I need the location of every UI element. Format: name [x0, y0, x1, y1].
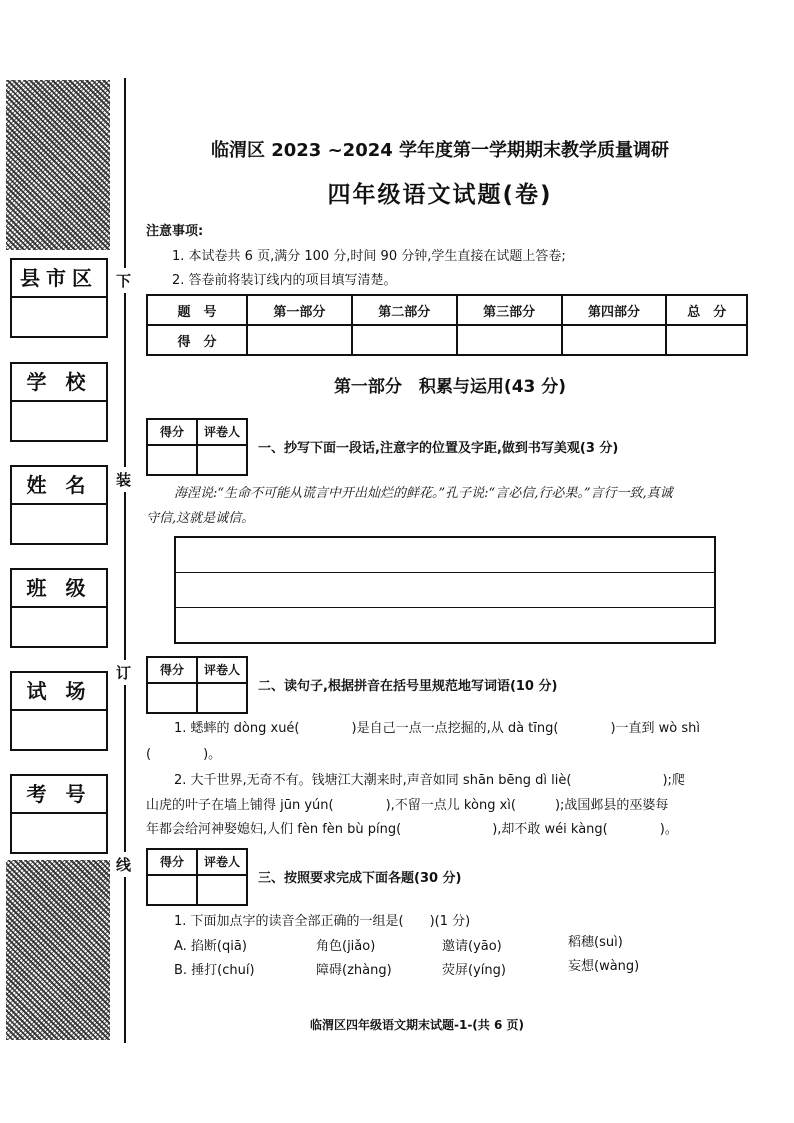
score-header-total: 总 分: [666, 295, 747, 325]
q1-text-line1: 海涅说:“生命不可能从谎言中开出灿烂的鲜花。”孔子说:“言必信,行必果。”言行一致,真诚: [174, 486, 673, 501]
notice-label: 注意事项:: [146, 224, 204, 239]
q3-optB-4: 妄想(wàng): [568, 959, 640, 974]
q3-heading: 三、按照要求完成下面各题(30 分): [258, 871, 462, 886]
notice-item-1: 1. 本试卷共 6 页,满分 100 分,时间 90 分钟,学生直接在试题上答卷;: [172, 249, 566, 264]
notice-item-2: 2. 答卷前将装订线内的项目填写清楚。: [172, 273, 397, 288]
grade-box-q3: 得分 评卷人: [146, 848, 248, 906]
q2-line1: 1. 蟋蟀的 dòng xué( )是自己一点一点挖掘的,从 dà tīng( )一直到 wò shì: [174, 721, 701, 736]
score-cell[interactable]: [352, 325, 457, 355]
grade-box-q1: 得分 评卷人: [146, 418, 248, 476]
binding-mark-ding: 订: [116, 660, 131, 685]
binding-line: [124, 78, 126, 1043]
q3-optB-1: B. 捶打(chuí): [174, 963, 255, 978]
score-row-label: 得 分: [147, 325, 247, 355]
q2-line2: ( )。: [146, 747, 222, 762]
grader-cell[interactable]: [198, 446, 246, 474]
field-county[interactable]: 县市区: [10, 258, 108, 338]
q3-optB-3: 荧屏(yíng): [442, 963, 506, 978]
grade-cell[interactable]: [148, 684, 198, 712]
field-exam-number[interactable]: 考 号: [10, 774, 108, 854]
exam-subtitle: 四年级语文试题(卷): [327, 182, 553, 208]
score-header-part1: 第一部分: [247, 295, 352, 325]
section-1-title: 第一部分 积累与运用(43 分): [333, 377, 567, 397]
score-cell[interactable]: [562, 325, 667, 355]
q3-optA-4: 稻穗(suì): [568, 935, 623, 950]
binding-pattern-top: [6, 80, 110, 250]
score-header-part3: 第三部分: [457, 295, 562, 325]
q2-line4: 山虎的叶子在墙上铺得 jūn yún( ),不留一点儿 kòng xì( );战国邺县的巫婆每: [146, 798, 669, 813]
q2-line5: 年都会给河神娶媳妇,人们 fèn fèn bù píng( ),却不敢 wéi kàng( )。: [146, 822, 678, 837]
score-table: [146, 294, 748, 356]
q1-text-line2: 守信,这就是诚信。: [146, 511, 255, 526]
q3-optA-1: A. 掐断(qiā): [174, 939, 247, 954]
q3-optA-3: 邀请(yāo): [442, 939, 502, 954]
binding-mark-xia: 下: [116, 268, 131, 293]
q1-heading: 一、抄写下面一段话,注意字的位置及字距,做到书写美观(3 分): [258, 441, 619, 456]
q2-line3: 2. 大千世界,无奇不有。钱塘江大潮来时,声音如同 shān bēng dì liè( );爬: [174, 773, 685, 788]
q3-optA-2: 角色(jiǎo): [316, 939, 376, 954]
grade-box-q2: 得分 评卷人: [146, 656, 248, 714]
binding-pattern-bottom: [6, 860, 110, 1040]
score-header-part2: 第二部分: [352, 295, 457, 325]
grade-cell[interactable]: [148, 446, 198, 474]
score-header-item: 题 号: [147, 295, 247, 325]
grade-cell[interactable]: [148, 876, 198, 904]
score-header-part4: 第四部分: [562, 295, 667, 325]
exam-title: 临渭区 2023 ~2024 学年度第一学期期末教学质量调研: [210, 140, 670, 161]
binding-mark-zhuang: 装: [116, 467, 131, 492]
score-cell[interactable]: [457, 325, 562, 355]
field-class[interactable]: 班 级: [10, 568, 108, 648]
q1-writing-box[interactable]: [174, 536, 716, 644]
field-school[interactable]: 学 校: [10, 362, 108, 442]
binding-mark-xian: 线: [116, 852, 131, 877]
q3-sub1: 1. 下面加点字的读音全部正确的一组是( )(1 分): [174, 914, 471, 929]
field-name[interactable]: 姓 名: [10, 465, 108, 545]
q3-optB-2: 障碍(zhàng): [316, 963, 392, 978]
score-cell[interactable]: [666, 325, 747, 355]
grader-cell[interactable]: [198, 684, 246, 712]
score-cell[interactable]: [247, 325, 352, 355]
field-exam-room[interactable]: 试 场: [10, 671, 108, 751]
q2-heading: 二、读句子,根据拼音在括号里规范地写词语(10 分): [258, 679, 558, 694]
page-footer: 临渭区四年级语文期末试题-1-(共 6 页): [310, 1018, 524, 1032]
grader-cell[interactable]: [198, 876, 246, 904]
